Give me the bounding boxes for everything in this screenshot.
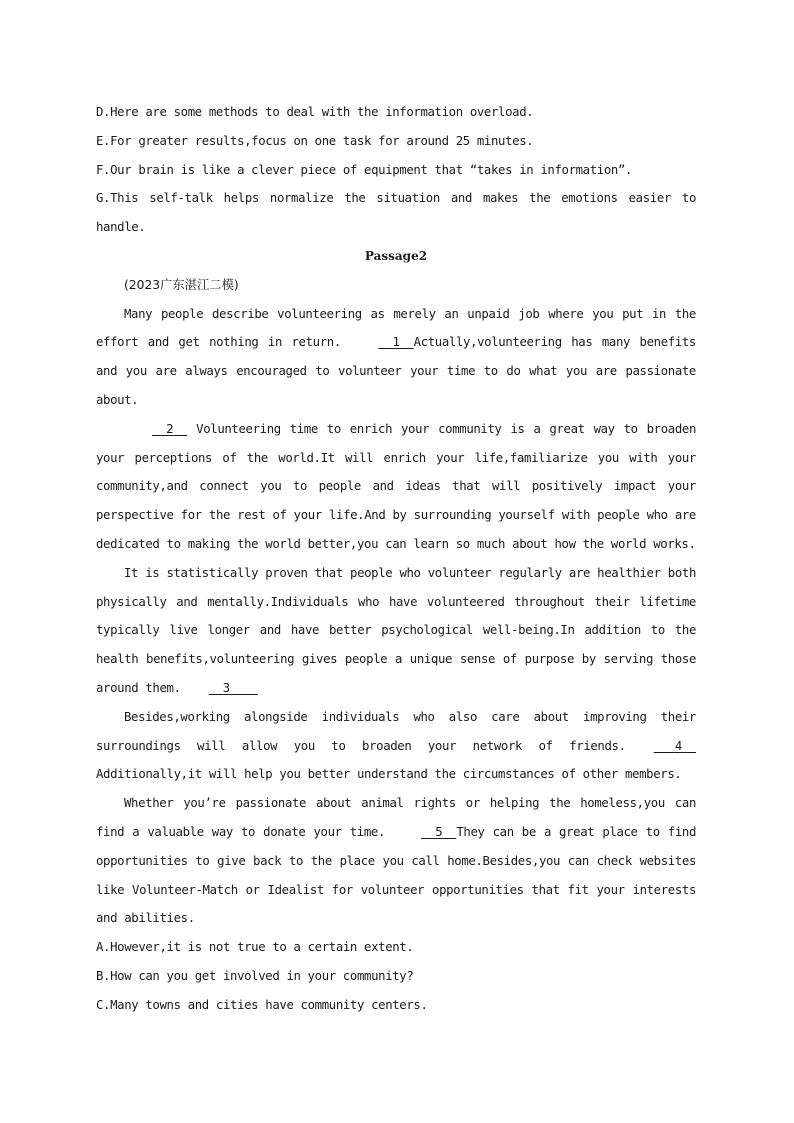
blank-3 [181,674,258,703]
blank-5-number: 5 [435,824,443,839]
document-page [96,98,696,1020]
paragraph-2 [96,415,696,559]
option-c: C.Many towns and cities have community centers. [96,997,428,1012]
blank-3-number: 3 [222,680,230,695]
blank-1-number: 1 [392,335,400,350]
paragraph-1-text-a: Many people describe volunteering as merely an unpaid job where you put in the effort and get nothing in return. [96,306,696,350]
option-f: F.Our brain is like a clever piece of equipment that “takes in information”. [96,162,633,177]
blank-2 [124,415,187,444]
paragraph-5-text-b: They can be a great place to find opportunities to give back to the place you call home.Besides,you can check websites like Volunteer-Match or Idealist for volunteer opportunities that fit your interests and abilities. [96,824,697,926]
blank-1 [350,328,413,357]
paragraph-3-text: It is statistically proven that people who volunteer regularly are healthier both physically and mentally.Individuals who have volunteered throughout their lifetime typically live longer and have better psychological well-being.In addition to the health benefits,volunteering gives people a unique sense of purpose by serving those around them. [96,565,696,695]
paragraph-2-text: Volunteering time to enrich your community is a great way to broaden your perceptions of the world.It will enrich your life,familiarize you with your community,and connect you to people and ideas that will positively impact your perspective for the rest of your life.And by surrounding yourself with people who are dedicated to making the world better,you can learn so much about how the world works. [96,421,696,551]
paragraph-4-text-a: Besides,working alongside individuals who also care about improving their surroundings will allow you to broaden your network of friends. [96,709,696,753]
passage-source: (2023广东湛江二模) [124,277,239,292]
blank-5 [393,818,456,847]
option-d: D.Here are some methods to deal with the information overload. [96,105,534,119]
paragraph-1 [96,300,696,415]
blank-4 [626,732,696,761]
option-e: E.For greater results,focus on one task for around 25 minutes. [96,133,534,148]
paragraph-4 [96,703,696,789]
blank-4-number: 4 [674,738,682,753]
option-g: G.This self-talk helps normalize the situation and makes the emotions easier to handle. [96,191,696,235]
paragraph-1-text-b: Actually,volunteering has many benefits and you are always encouraged to volunteer your time to do what you are passionate about. [96,335,696,407]
passage-title: Passage2 [364,248,428,263]
paragraph-3 [96,559,696,703]
option-a: A.However,it is not true to a certain extent. [96,940,414,955]
blank-2-number: 2 [166,421,174,436]
paragraph-5 [96,789,696,933]
paragraph-4-text-b: Additionally,it will help you better understand the circumstances of other members. [96,767,682,782]
option-b: B.How can you get involved in your community? [96,968,414,983]
paragraph-5-text-a: Whether you’re passionate about animal rights or helping the homeless,you can find a valuable way to donate your time. [96,796,696,839]
